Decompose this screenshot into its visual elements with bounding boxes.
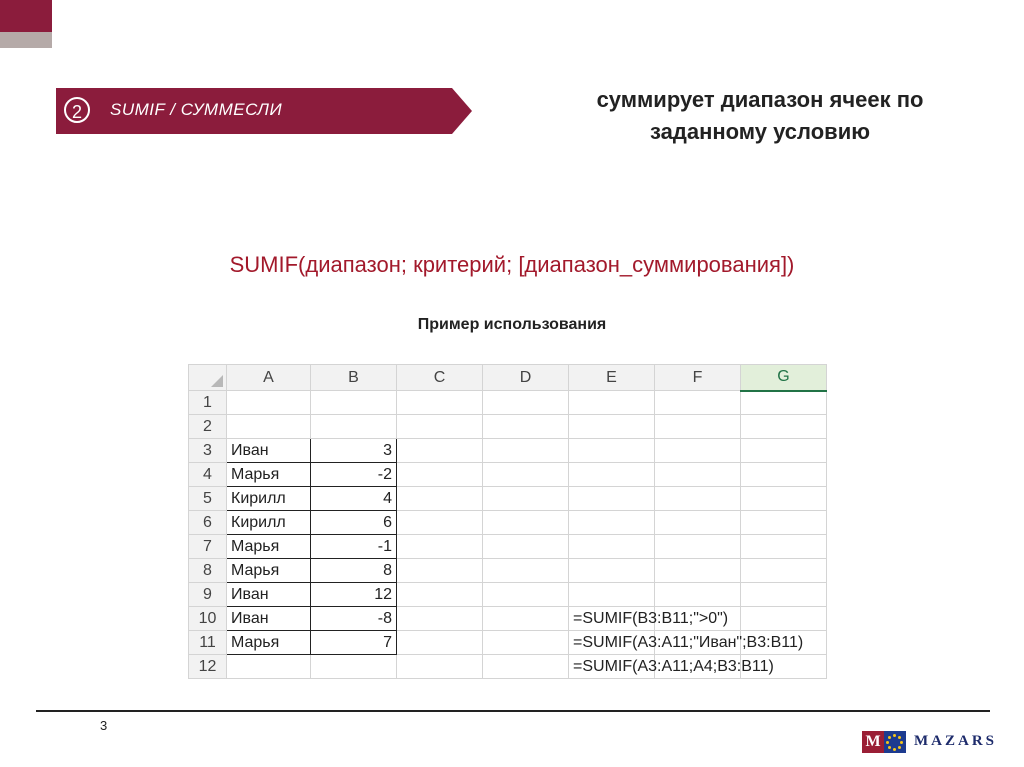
formula-text: =SUMIF(B3:B11;">0") (573, 610, 729, 627)
table-row (189, 607, 827, 631)
cell-b[interactable]: 4 (311, 487, 397, 511)
cell-e[interactable] (569, 583, 655, 607)
cell-c[interactable] (397, 631, 483, 655)
cell-c[interactable] (397, 463, 483, 487)
cell-d[interactable] (483, 535, 569, 559)
cell-a[interactable]: Марья (227, 559, 311, 583)
logo-wordmark: MAZARS (914, 733, 998, 749)
cell-a[interactable]: Кирилл (227, 487, 311, 511)
section-banner (56, 88, 472, 134)
formula-text: =SUMIF(A3:A11;"Иван";B3:B11) (573, 634, 804, 651)
table-row (189, 535, 827, 559)
cell-d[interactable] (483, 559, 569, 583)
cell-a[interactable]: Кирилл (227, 511, 311, 535)
cell-e[interactable] (569, 559, 655, 583)
cell-e[interactable] (569, 463, 655, 487)
cell-a[interactable]: Иван (227, 607, 311, 631)
corner-accent-bottom (0, 32, 52, 48)
column-header-a[interactable]: A (227, 365, 311, 391)
cell-b[interactable]: 7 (311, 631, 397, 655)
cell-f[interactable] (655, 487, 741, 511)
cell-a[interactable] (227, 415, 311, 439)
table-row (189, 487, 827, 511)
cell-d[interactable] (483, 655, 569, 679)
cell-c[interactable] (397, 583, 483, 607)
cell-b[interactable] (311, 655, 397, 679)
cell-c[interactable] (397, 535, 483, 559)
table-row (189, 511, 827, 535)
cell-b[interactable]: -2 (311, 463, 397, 487)
cell-d[interactable] (483, 583, 569, 607)
cell-f[interactable] (655, 439, 741, 463)
select-all-icon (211, 375, 223, 387)
cell-d[interactable] (483, 463, 569, 487)
cell-a[interactable] (227, 391, 311, 415)
cell-c[interactable] (397, 655, 483, 679)
row-number[interactable]: 12 (189, 655, 227, 679)
row-number[interactable]: 3 (189, 439, 227, 463)
cell-e-formula[interactable] (569, 655, 774, 679)
table-row (189, 415, 827, 439)
column-header-e[interactable]: E (569, 365, 655, 391)
cell-c[interactable] (397, 487, 483, 511)
example-heading: Пример использования (417, 316, 607, 333)
column-header-c[interactable]: C (397, 365, 483, 391)
cell-g[interactable] (741, 463, 827, 487)
cell-c[interactable] (397, 607, 483, 631)
cell-c[interactable] (397, 415, 483, 439)
cell-f[interactable] (655, 511, 741, 535)
formula-syntax: SUMIF(диапазон; критерий; [диапазон_суммирования]) (229, 252, 795, 277)
row-number[interactable]: 7 (189, 535, 227, 559)
cell-g[interactable] (741, 559, 827, 583)
cell-a[interactable]: Марья (227, 631, 311, 655)
cell-b[interactable]: -8 (311, 607, 397, 631)
table-row (189, 655, 827, 679)
table-row (189, 463, 827, 487)
row-number[interactable]: 11 (189, 631, 227, 655)
cell-d[interactable] (483, 439, 569, 463)
cell-e-formula[interactable] (569, 607, 729, 631)
cell-c[interactable] (397, 439, 483, 463)
table-row (189, 439, 827, 463)
cell-g[interactable] (741, 535, 827, 559)
cell-g[interactable] (741, 607, 827, 631)
cell-a[interactable]: Марья (227, 463, 311, 487)
cell-b[interactable]: 6 (311, 511, 397, 535)
page-number: 3 (100, 718, 108, 733)
subtitle-line-1: суммирует диапазон ячеек по (596, 87, 924, 112)
cell-e[interactable] (569, 391, 655, 415)
subtitle-line-2: заданному условию (649, 119, 871, 144)
cell-g[interactable] (741, 583, 827, 607)
row-number[interactable]: 6 (189, 511, 227, 535)
table-row (189, 391, 827, 415)
cell-d[interactable] (483, 511, 569, 535)
cell-b[interactable] (311, 415, 397, 439)
cell-g[interactable] (741, 511, 827, 535)
row-number[interactable]: 5 (189, 487, 227, 511)
cell-f[interactable] (655, 391, 741, 415)
cell-f[interactable] (655, 415, 741, 439)
table-row (189, 583, 827, 607)
slide-subtitle (530, 84, 990, 148)
cell-e[interactable] (569, 487, 655, 511)
table-row (189, 631, 827, 655)
cell-f[interactable] (655, 559, 741, 583)
cell-b[interactable]: -1 (311, 535, 397, 559)
column-header-b[interactable]: B (311, 365, 397, 391)
cell-e[interactable] (569, 535, 655, 559)
column-header-f[interactable]: F (655, 365, 741, 391)
column-header-d[interactable]: D (483, 365, 569, 391)
cell-d[interactable] (483, 391, 569, 415)
cell-f[interactable] (655, 535, 741, 559)
row-number[interactable]: 4 (189, 463, 227, 487)
cell-c[interactable] (397, 391, 483, 415)
column-header-row (189, 365, 827, 391)
cell-e-formula[interactable] (569, 631, 804, 655)
cell-b[interactable]: 8 (311, 559, 397, 583)
spreadsheet-grid (188, 364, 827, 679)
row-number[interactable]: 8 (189, 559, 227, 583)
row-number[interactable]: 9 (189, 583, 227, 607)
cell-d[interactable] (483, 415, 569, 439)
cell-b[interactable]: 12 (311, 583, 397, 607)
footer-divider (36, 710, 990, 712)
cell-e[interactable] (569, 439, 655, 463)
cell-g[interactable] (741, 415, 827, 439)
cell-b[interactable]: 3 (311, 439, 397, 463)
cell-c[interactable] (397, 511, 483, 535)
select-all-corner[interactable] (189, 365, 227, 391)
table-row (189, 559, 827, 583)
cell-d[interactable] (483, 631, 569, 655)
row-number[interactable]: 1 (189, 391, 227, 415)
cell-f[interactable] (655, 583, 741, 607)
logo-letter-box: M (862, 731, 884, 753)
column-header-g[interactable]: G (741, 365, 827, 391)
cell-a[interactable]: Иван (227, 583, 311, 607)
cell-g[interactable] (741, 391, 827, 415)
cell-b[interactable] (311, 391, 397, 415)
cell-e[interactable] (569, 511, 655, 535)
eu-stars-icon (884, 731, 906, 753)
row-number[interactable]: 10 (189, 607, 227, 631)
row-number[interactable]: 2 (189, 415, 227, 439)
cell-g[interactable] (741, 439, 827, 463)
corner-accent-top (0, 0, 52, 32)
cell-a[interactable] (227, 655, 311, 679)
cell-d[interactable] (483, 607, 569, 631)
cell-a[interactable]: Иван (227, 439, 311, 463)
cell-a[interactable]: Марья (227, 535, 311, 559)
cell-f[interactable] (655, 463, 741, 487)
cell-d[interactable] (483, 487, 569, 511)
cell-e[interactable] (569, 415, 655, 439)
cell-g[interactable] (741, 487, 827, 511)
section-number: 2 (64, 97, 90, 123)
cell-c[interactable] (397, 559, 483, 583)
section-title: SUMIF / СУММЕСЛИ (110, 100, 283, 119)
formula-text: =SUMIF(A3:A11;A4;B3:B11) (573, 658, 774, 675)
